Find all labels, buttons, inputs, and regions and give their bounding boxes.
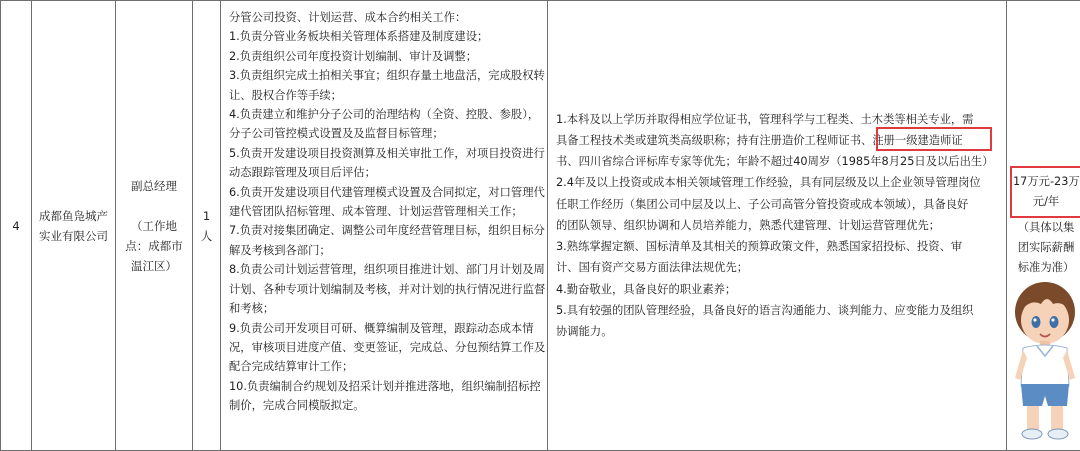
headcount-line: 1 (202, 208, 211, 223)
salary-highlight (1010, 166, 1080, 218)
position-title: 副总经理 (131, 178, 177, 193)
row-number (1, 1, 32, 451)
headcount-line: 人 (200, 228, 213, 243)
duty-line: 分子公司管控模式设置及及监督目标管理； (229, 127, 444, 141)
headcount-cell (193, 1, 221, 451)
duty-line: 制价，完成合同模版拟定。 (229, 399, 365, 413)
cartoon-boy-illustration (1007, 278, 1080, 448)
duty-line: 和考核； (229, 302, 275, 316)
duty-line: 4.负责建立和维护分子公司的治理结构（全资、控股、参股）， (229, 108, 540, 122)
company-line: 实业有限公司 (39, 228, 108, 243)
requirement-line: 4.勤奋敬业，具备良好的职业素养； (556, 282, 737, 296)
requirement-line: 任职工作经历（集团公司中层及以上、子公司高管分管投资或成本领域），具备良好 (556, 197, 969, 211)
location-line: 点：成都市 (125, 238, 183, 253)
company-line: 成都鱼凫城产 (39, 208, 108, 223)
highlight-box-certificate (876, 127, 992, 151)
requirement-line: 2.4年及以上投资或成本相关领域管理工作经验，具有同层级及以上企业领导管理岗位 (556, 176, 981, 190)
requirement-line: 协调能力。 (556, 324, 613, 338)
duty-line: 5.负责开发建设项目投资测算及相关审批工作，对项目投资进行 (229, 146, 545, 160)
company-cell (32, 1, 116, 451)
requirement-line: 书、四川省综合评标库专家等优先；年龄不超过40周岁（1985年8月25日及以后出生） (556, 155, 994, 169)
duty-line: 分管公司投资、计划运营、成本合约相关工作： (229, 11, 467, 24)
duty-line: 动态跟踪管理及项目后评估； (229, 166, 376, 180)
salary-line: 17万元-23万 (1013, 175, 1080, 188)
salary-cell (1007, 1, 1080, 451)
duties-list (221, 1, 547, 416)
duties-cell (221, 1, 548, 451)
duty-line: 7.负责对接集团确定、调整公司年度经营管理目标，组织目标分 (229, 224, 545, 238)
requirement-line: 5.具有较强的团队管理经验，具备良好的语言沟通能力、谈判能力、应变能力及组织 (556, 303, 974, 317)
salary-note-line: （具体以集 (1017, 221, 1075, 234)
requirement-line: 的团队领导、组织协调和人员培养能力，熟悉代建管理、计划运营管理优先； (556, 218, 941, 232)
table-row (1, 1, 1080, 451)
duty-line: 6.负责开发建设项目代建管理模式设置及合同拟定，对口管理代 (229, 185, 545, 199)
location-line: 温江区） (131, 258, 177, 273)
duty-line: 计划、各种专项计划编制及考核，并对计划的执行情况进行监督 (229, 282, 546, 296)
requirements-list (548, 109, 1006, 342)
requirement-line: 1.本科及以上学历并取得相应学位证书，管理科学与工程类、土木类等相关专业，需 (556, 112, 974, 126)
duty-line: 配合完成结算审计工作； (229, 360, 354, 374)
requirement-line: 3.熟练掌握定额、国标清单及其相关的预算政策文件，熟悉国家招投标、投资、审 (556, 240, 963, 254)
duty-line: 8.负责公司计划运营管理，组织项目推进计划、部门月计划及周 (229, 263, 545, 277)
position-cell (116, 1, 193, 451)
duty-line: 9.负责公司开发项目可研、概算编制及管理，跟踪动态成本情 (229, 321, 534, 335)
requirement-line: 具备工程技术类或建筑类高级职称；持有注册造价工程师证书、注册一级建造师证 (556, 134, 963, 148)
duty-line: 1.负责分管业务板块相关管理体系搭建及制度建设； (229, 30, 489, 44)
duty-line: 况，审核项目进度产值、变更签证，完成总、分包预结算工作及 (229, 340, 546, 354)
salary-note-line: 团实际薪酬 (1017, 241, 1075, 254)
duty-line: 解及考核到各部门； (229, 243, 331, 257)
duty-line: 建代管团队招标管理、成本管理、计划运营管理相关工作； (229, 205, 523, 219)
duty-line: 3.负责组织完成土拍相关事宜；组织存量土地盘活，完成股权转 (229, 69, 545, 83)
duty-line: 10.负责编制合约规划及招采计划并推进落地，组织编制招标控 (229, 379, 541, 393)
salary-line: 元/年 (1032, 195, 1060, 208)
requirement-line: 计、国有资产交易方面法律法规优先； (556, 261, 749, 275)
row-number-text: 4 (12, 218, 20, 233)
duty-line: 2.负责组织公司年度投资计划编制、审计及调整； (229, 49, 478, 63)
salary-note (1007, 218, 1080, 278)
requirements-cell (548, 1, 1007, 451)
salary-note-line: 标准为准） (1017, 261, 1075, 274)
duty-line: 让、股权合作等手续； (229, 88, 342, 102)
location-line: （工作地 (131, 218, 177, 233)
